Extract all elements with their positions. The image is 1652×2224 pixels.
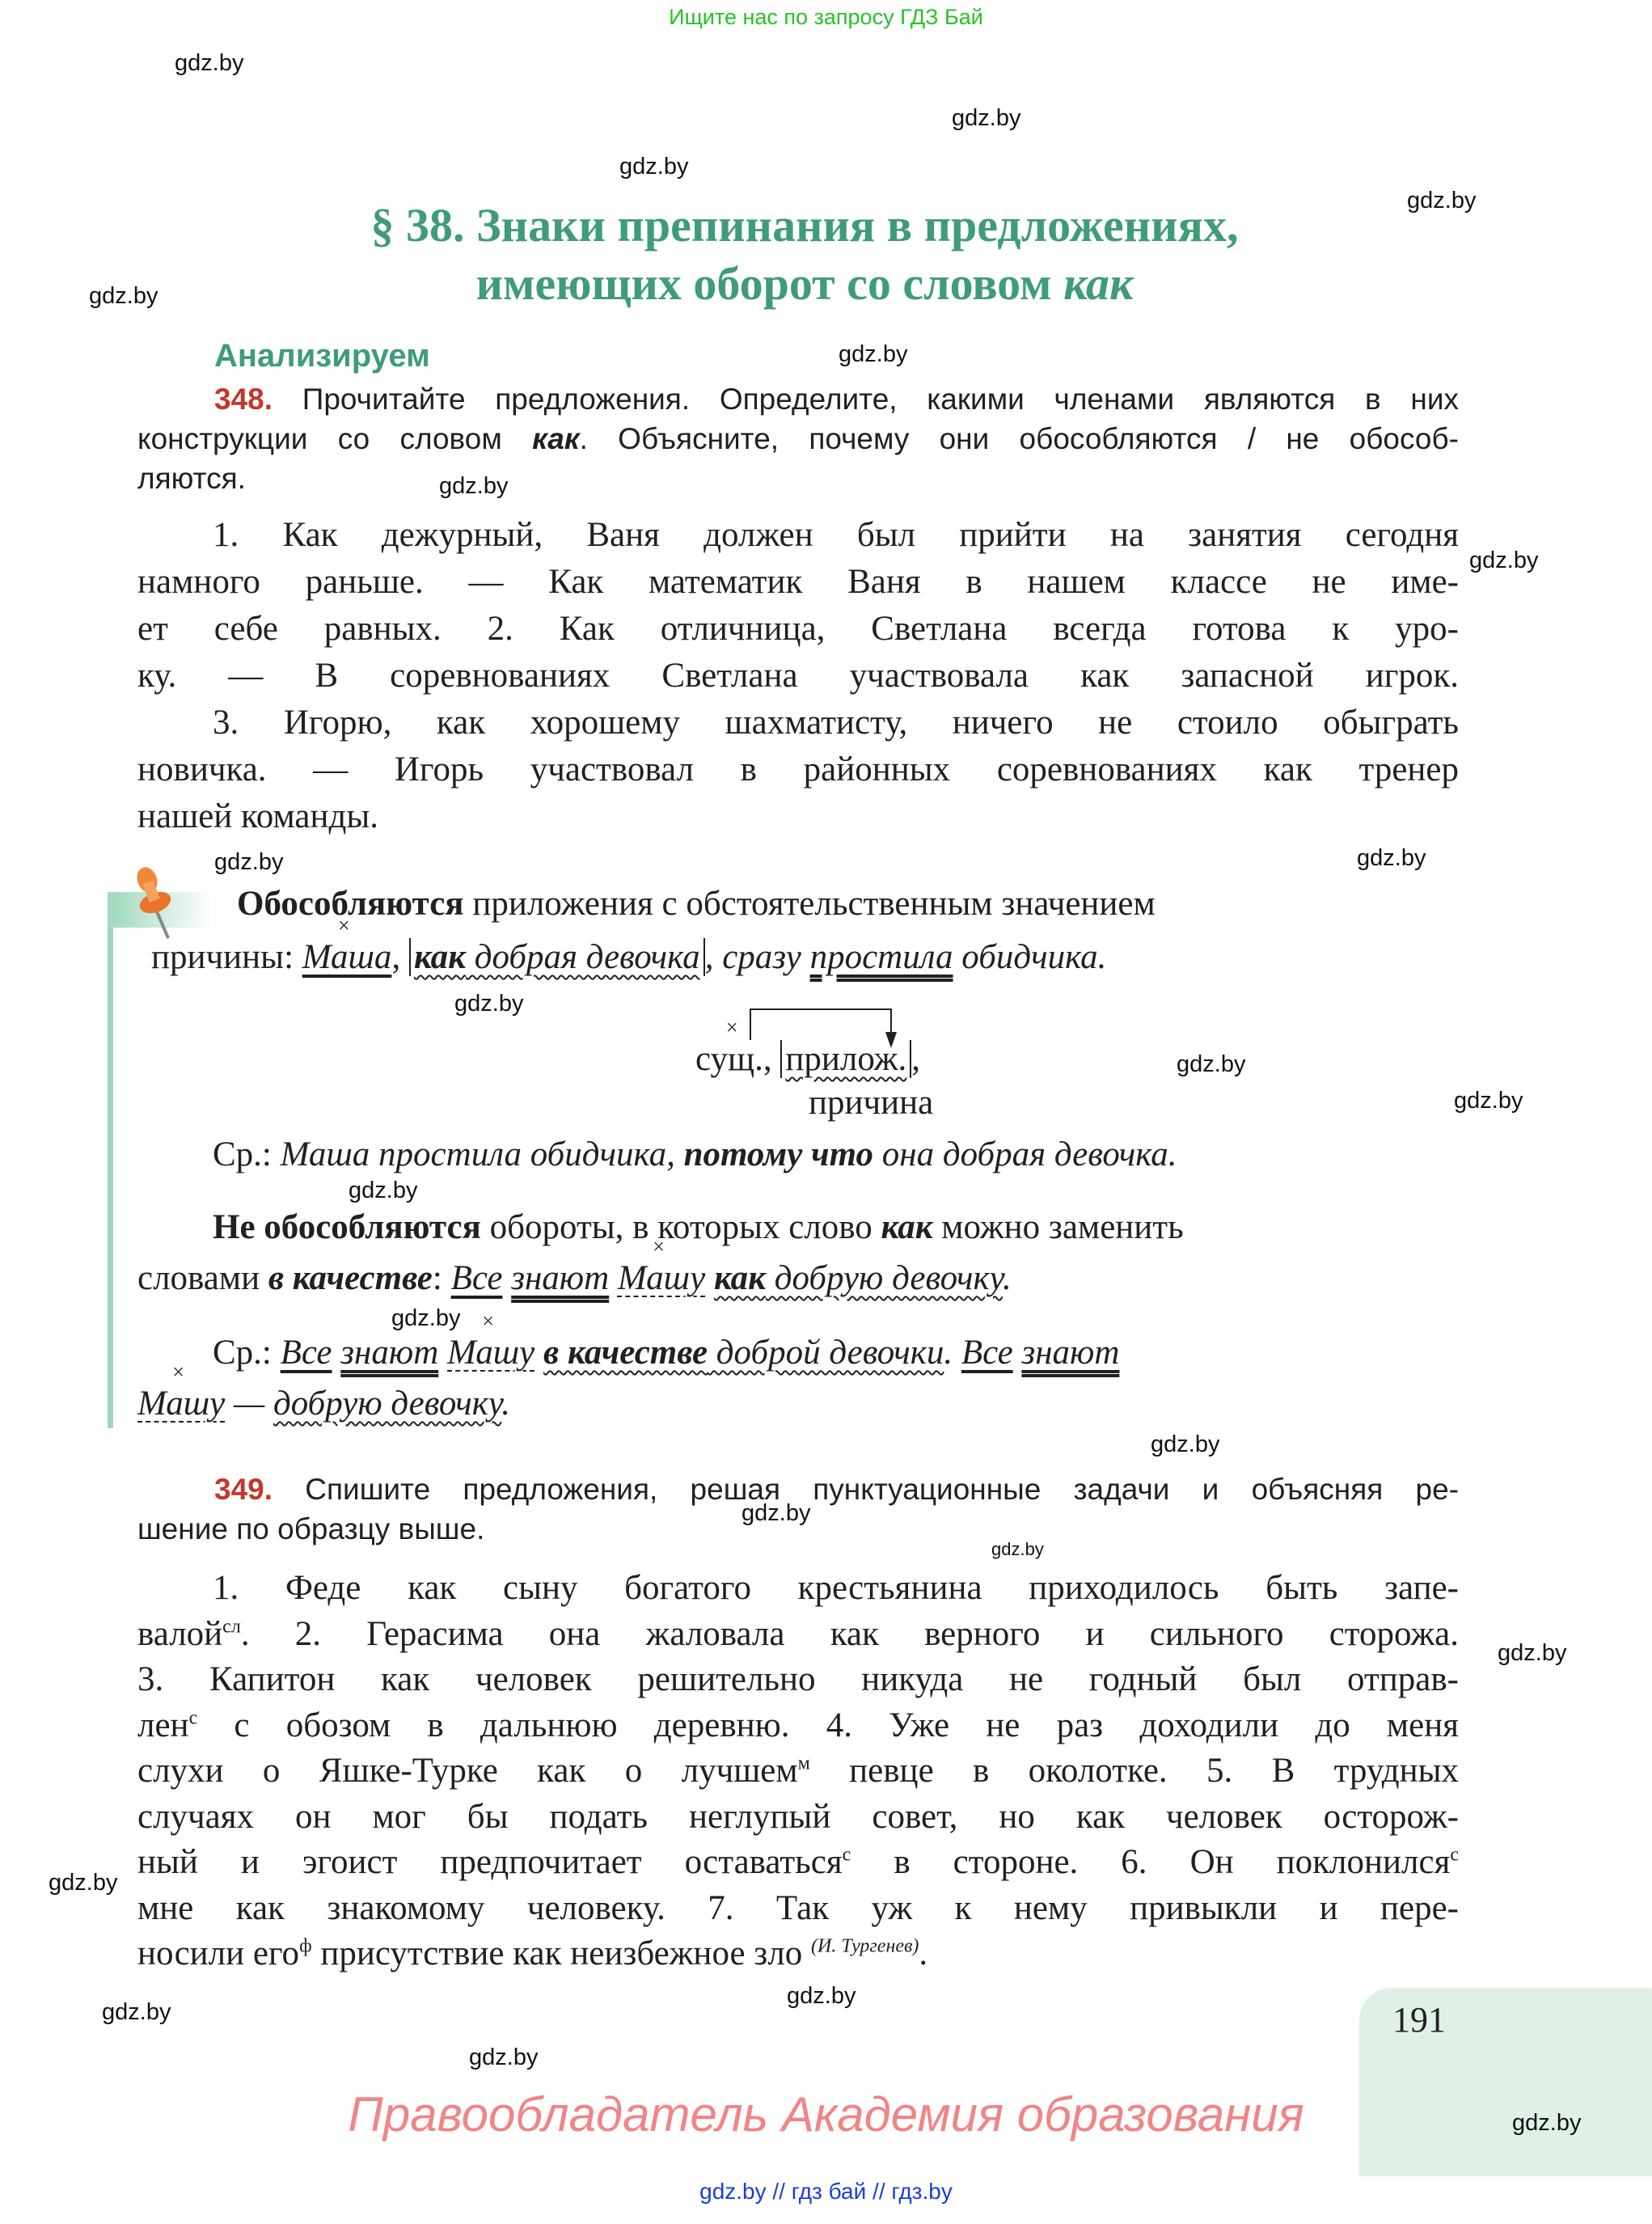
rule-text: обидчика.: [953, 938, 1107, 976]
rule-keyword: как: [881, 1208, 933, 1246]
subject-word: × Маша: [302, 938, 392, 976]
adverbial-phrase: [543, 1334, 944, 1372]
adverbial-phrase: [714, 1259, 1003, 1297]
text-segment: присутствие как неизбежное зло: [311, 1934, 811, 1972]
text-segment: ный и эгоист предпочитает оставаться: [137, 1843, 843, 1881]
text-line: 3. Игорю, как хорошему шахматисту, ничего не стоило обыграть: [213, 704, 1459, 742]
watermark: gdz.by: [787, 1983, 856, 2009]
text-segment: слухи о Яшке-Турке как о лучшем: [137, 1752, 798, 1790]
text-segment: певце в околотке. 5. В трудных: [809, 1752, 1459, 1790]
rule-text: , сразу: [704, 938, 810, 976]
text-segment: 1. Феде как сыну богатого крестьянина приходилось быть запе-: [213, 1569, 1459, 1607]
text-line: нашей команды.: [137, 797, 378, 835]
rule-text: она добрая девочка.: [873, 1135, 1177, 1173]
rule-compare-2-end: [137, 1381, 510, 1427]
rule-text: причины:: [151, 938, 302, 976]
exercise-349-task-line-1: [214, 1471, 1459, 1508]
text-segment: случаях он мог бы подать неглупый совет, но как человек осторож-: [137, 1797, 1459, 1836]
text-line: [137, 1703, 1459, 1748]
object-word: × Машу: [618, 1259, 705, 1297]
text-line: 1. Как дежурный, Ваня должен был прийти на занятия сегодня: [213, 516, 1459, 554]
task-text: Спишите предложения, решая пунктуационные задачи и объясняя ре-: [305, 1473, 1459, 1506]
rule-compare-2: [213, 1330, 1119, 1376]
watermark: gdz.by: [1407, 188, 1477, 214]
appositive-text: добрая девочка: [465, 938, 700, 976]
rule-compare-1: [213, 1132, 1177, 1178]
watermark: gdz.by: [1512, 2110, 1582, 2136]
text-segment: лен: [137, 1706, 189, 1744]
subject-word: Все: [961, 1334, 1013, 1372]
section-title-line-2: [0, 257, 1609, 311]
text-line: намного раньше. — Как математик Ваня в нашем классе не име-: [137, 563, 1459, 601]
text-segment: носили его: [137, 1934, 300, 1972]
title-italic-word: как: [1063, 257, 1134, 310]
text-line: [137, 1612, 1459, 1657]
exercise-number: 349.: [214, 1473, 273, 1506]
author-superscript: (И. Тургенев): [811, 1935, 919, 1957]
subject-word: Все: [280, 1334, 332, 1372]
text-segment: .: [919, 1934, 928, 1972]
rule-text: добрую девочку: [765, 1259, 1003, 1297]
text-line: ет себе равных. 2. Как отличница, Светлана всегда готова к уро-: [137, 610, 1459, 648]
title-text: имеющих оборот со словом: [475, 257, 1064, 310]
task-text: Прочитайте предложения. Определите, какими членами являются в них: [302, 383, 1459, 416]
rule-text: ,: [391, 938, 409, 976]
author-superscript: с: [842, 1844, 851, 1866]
watermark: gdz.by: [619, 154, 689, 180]
exercise-348-task-line-1: [214, 381, 1459, 418]
watermark: gdz.by: [991, 1539, 1044, 1559]
rule-text: .: [501, 1385, 511, 1423]
text-segment: 3. Капитон как человек решительно никуда не годный был отправ-: [137, 1660, 1459, 1698]
appositive-phrase: [409, 938, 705, 976]
exercise-349-task-line-2: шение по образцу выше.: [137, 1512, 485, 1545]
kak-word: как: [713, 1259, 766, 1297]
text-line: [137, 1840, 1459, 1885]
text-segment: мне как знакомому человеку. 7. Так уж к нему привыкли и пере-: [137, 1888, 1459, 1927]
pushpin-icon: [129, 864, 186, 945]
rule-text: обороты, в которых слово: [480, 1208, 881, 1246]
text-segment: в стороне. 6. Он поклонился: [851, 1843, 1451, 1881]
object-word: добрую девочку: [273, 1385, 502, 1423]
watermark: gdz.by: [1469, 548, 1539, 573]
text-line: [137, 1931, 1459, 1977]
text-segment: валой: [137, 1614, 223, 1653]
text-segment: . 2. Герасима она жаловала как верного и сильного сторожа.: [240, 1614, 1459, 1653]
scheme-appositive: прилож.: [780, 1040, 911, 1078]
rule-line-1: [237, 882, 1156, 927]
rule-keyword: Не обособляются: [213, 1208, 481, 1246]
rule-text: Маша простила обидчика,: [280, 1135, 684, 1173]
text-line: [137, 1748, 1459, 1794]
predicate-word: знают: [511, 1259, 610, 1297]
copyright-notice: Правообладатель Академия образования: [348, 2087, 1304, 2142]
rule-box-border: [108, 892, 113, 1428]
scheme-label: причина: [809, 1084, 934, 1122]
text-segment: с обозом в дальнюю деревню. 4. Уже не раз доходили до меня: [197, 1706, 1459, 1744]
author-superscript: м: [797, 1753, 810, 1774]
section-title-line-1: § 38. Знаки препинания в предложениях,: [370, 199, 1239, 252]
rule-text: Ср.:: [213, 1135, 281, 1173]
rule-keyword: в качестве: [543, 1334, 708, 1372]
scheme-comma: ,: [911, 1040, 921, 1078]
text-line: [213, 1566, 1459, 1611]
watermark: gdz.by: [1454, 1088, 1523, 1114]
watermark: gdz.by: [175, 50, 244, 76]
object-word: × Машу: [447, 1334, 534, 1372]
rule-text: словами: [137, 1259, 268, 1297]
rule-keyword: потому что: [683, 1135, 873, 1173]
predicate-word: знают: [340, 1334, 439, 1372]
rule-line-not-separated: [213, 1205, 1184, 1250]
watermark: gdz.by: [102, 1999, 171, 2025]
watermark: gdz.by: [1357, 845, 1426, 871]
author-superscript: с: [188, 1707, 198, 1729]
author-superscript: ф: [299, 1935, 312, 1957]
text-line: ку. — В соревнованиях Светлана участвовала как запасной игрок.: [137, 657, 1459, 695]
scheme-noun: × сущ.,: [695, 1040, 772, 1078]
watermark: gdz.by: [391, 1305, 461, 1331]
task-text: . Объясните, почему они обособляются / не обособ-: [579, 422, 1459, 455]
task-keyword: как: [532, 422, 580, 455]
rule-line-example: [137, 1256, 1012, 1301]
rule-text: доброй девочки: [708, 1334, 944, 1372]
rule-text: .: [1002, 1259, 1012, 1297]
watermark: gdz.by: [214, 849, 284, 875]
watermark: gdz.by: [349, 1178, 418, 1203]
rule-text: можно заменить: [932, 1208, 1184, 1246]
watermark: gdz.by: [89, 283, 158, 309]
predicate-word: знают: [1021, 1334, 1120, 1372]
watermark: gdz.by: [1498, 1640, 1567, 1666]
watermark: gdz.by: [469, 2044, 539, 2070]
exercise-348-task-line-3: ляются.: [137, 462, 246, 495]
exercise-348-task-line-2: [137, 421, 1459, 458]
predicate-word: простила: [809, 938, 953, 976]
watermark: gdz.by: [839, 341, 908, 367]
rule-text: приложения с обстоятельственным значением: [463, 885, 1156, 923]
watermark: gdz.by: [439, 473, 509, 499]
exercise-number: 348.: [214, 383, 273, 416]
author-superscript: сл: [222, 1616, 241, 1638]
section-label-analyze: Анализируем: [214, 338, 430, 374]
subject-word: Все: [450, 1259, 503, 1297]
text-line: [137, 1795, 1459, 1840]
watermark: gdz.by: [741, 1500, 811, 1526]
search-banner[interactable]: Ищите нас по запросу ГДЗ Бай: [669, 5, 983, 29]
rule-text: —: [225, 1385, 273, 1423]
watermark: gdz.by: [49, 1870, 118, 1896]
scheme: [695, 1037, 920, 1082]
rule-keyword: Обособляются: [237, 885, 464, 923]
page-number: 191: [1392, 2000, 1446, 2040]
watermark: gdz.by: [454, 991, 524, 1017]
rule-text: :: [432, 1259, 451, 1297]
author-superscript: с: [1450, 1844, 1459, 1866]
watermark: gdz.by: [1177, 1051, 1246, 1077]
footer-links[interactable]: gdz.by // гдз бай // гдз.by: [699, 2179, 953, 2204]
rule-line-2: [151, 935, 1106, 980]
text-line: [137, 1886, 1459, 1931]
rule-text: Ср.:: [213, 1334, 281, 1372]
appositive-kak: как: [413, 938, 466, 976]
text-line: новичка. — Игорь участвовал в районных соревнованиях как тренер: [137, 750, 1459, 789]
object-word: × Машу: [137, 1385, 225, 1423]
text-line: [137, 1657, 1459, 1702]
watermark: gdz.by: [1151, 1431, 1220, 1457]
rule-keyword: в качестве: [268, 1259, 433, 1297]
rule-text: .: [944, 1334, 961, 1372]
task-text: конструкции со словом: [137, 422, 533, 455]
watermark: gdz.by: [952, 105, 1021, 131]
